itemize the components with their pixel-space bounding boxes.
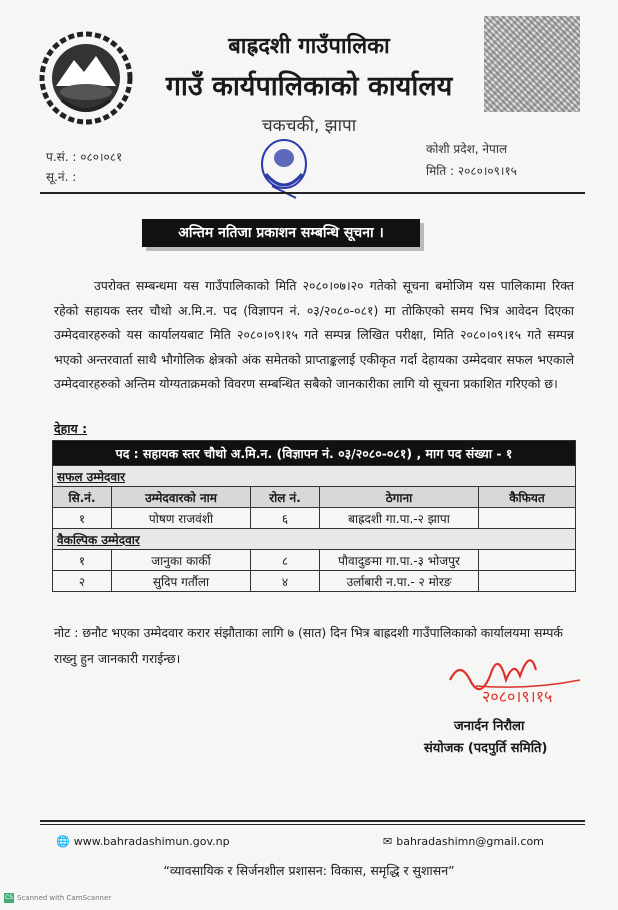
header-divider [40, 192, 585, 194]
province-label: कोशी प्रदेश, नेपाल [426, 142, 508, 156]
municipality-name: बाह्रदशी गाउँपालिका [228, 34, 390, 59]
email-link[interactable] [383, 835, 544, 848]
cell-sn: २ [53, 571, 112, 592]
camscanner-watermark [4, 893, 111, 903]
col-name: उम्मेदवारको नाम [112, 487, 251, 508]
table-row [53, 550, 576, 571]
cell-roll: ४ [251, 571, 320, 592]
cell-sn: १ [53, 508, 112, 529]
table-title: पद : सहायक स्तर चौथो अ.मि.न. (विज्ञापन नं. ०३/२०८०-०८१) , माग पद संख्या - १ [53, 441, 576, 466]
handwritten-signature [440, 640, 590, 710]
signatory-role: संयोजक (पदपुर्ति समिति) [424, 741, 548, 756]
website-text: www.bahradashimun.gov.np [73, 835, 230, 848]
cell-remark [479, 550, 576, 571]
cell-address: बाह्रदशी गा.पा.-२ झापा [320, 508, 479, 529]
footer-divider [40, 820, 585, 822]
date-label: मिति : २०८०।०९।१५ [426, 164, 517, 178]
cell-name: सुदिप गर्तौला [112, 571, 251, 592]
cell-name: पोषण राजवंशी [112, 508, 251, 529]
col-sn: सि.नं. [53, 487, 112, 508]
table-row [53, 508, 576, 529]
dehay-label: देहाय : [54, 421, 88, 436]
office-name: गाउँ कार्यपालिकाको कार्यालय [165, 71, 453, 102]
camscanner-icon: CS [5, 894, 13, 901]
cell-roll: ६ [251, 508, 320, 529]
note-text: नोट : छनौट भएका उम्मेदवार करार संझौताका लागि ७ (सात) दिन भित्र बाह्रदशी गाउँपालिकाको कार्यालयमा सम्पर्क राख्नु हुन जानकारी गराईन्छ। [54, 625, 563, 666]
reference-number: प.सं. : ०८०।०८१ [46, 150, 123, 164]
col-address: ठेगाना [320, 487, 479, 508]
cell-address: उर्लाबारी न.पा.- २ मोरङ [320, 571, 479, 592]
camscanner-text: Scanned with CamScanner [17, 894, 112, 902]
col-remark: कैफियत [479, 487, 576, 508]
cell-name: जानुका कार्की [112, 550, 251, 571]
cell-remark [479, 571, 576, 592]
table-row [53, 571, 576, 592]
office-location: चकचकी, झापा [261, 116, 357, 136]
globe-icon: 🌐 [56, 835, 70, 848]
cell-remark [479, 508, 576, 529]
body-paragraph: उपरोक्त सम्बन्धमा यस गाउँपालिकाको मिति २०८०।०७।२० गतेको सूचना बमोजिम यस पालिकामा रिक्त रहेको सहायक स्तर चौथो अ.मि.न. पद (विज्ञापन नं. ०३/२०८०-०८१) मा तोकिएको समय भित्र आवेदन दिएका उम्मेदवारहरुको यस कार्यालयबाट मिति २०८०।०९।१५ गते सम्पन्न लिखित परीक्षा, मिति २०८०।०९।१५ गते सम्पन्न भएको अन्तरवार्ता साथै भौगोलिक क्षेत्रको अंक समेतको प्राप्ताङ्कलाई एकीकृत गर्दा देहायका उम्मेदवार सफल भएकाले उम्मेदवारहरुको अन्तिम योग्यताक्रमको विवरण सम्बन्धित सबैको जानकारीका लागि यो सूचना प्रकाशित गरिएको छ। [54, 278, 574, 391]
signature-date: २०८०।९।१५ [482, 687, 553, 706]
section-alternate: वैकल्पिक उम्मेदवार [53, 529, 576, 550]
dispatch-number: सू.नं. : [46, 170, 77, 184]
mail-icon: ✉ [383, 835, 393, 848]
section-pass: सफल उम्मेदवार [53, 466, 576, 487]
cell-address: पौवादुङमा गा.पा.-३ भोजपुर [320, 550, 479, 571]
signatory-name: जनार्दन निरौला [454, 719, 525, 734]
cell-roll: ८ [251, 550, 320, 571]
col-roll: रोल नं. [251, 487, 320, 508]
footer-motto: “व्यावसायिक र सिर्जनशील प्रशासन: विकास, समृद्धि र सुशासन” [163, 863, 455, 878]
notice-title: अन्तिम नतिजा प्रकाशन सम्बन्धि सूचना । [142, 219, 420, 247]
result-table [52, 440, 576, 592]
cell-sn: १ [53, 550, 112, 571]
footer-divider-thin [40, 824, 585, 825]
website-link[interactable] [56, 835, 230, 848]
email-text: bahradashimn@gmail.com [396, 835, 544, 848]
